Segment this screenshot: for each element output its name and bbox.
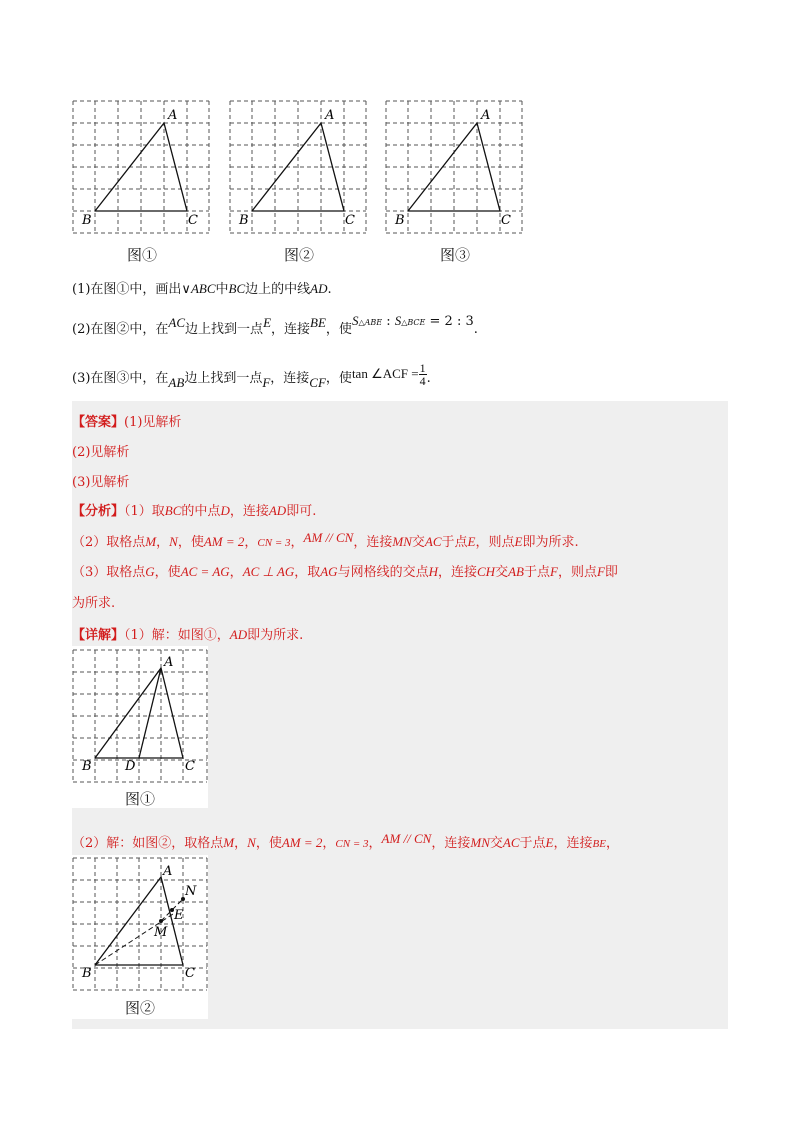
point-m [159, 919, 163, 923]
question-2 [72, 313, 478, 337]
detail-be: BE [592, 838, 606, 850]
q1-ad: AD [310, 281, 328, 296]
label-e: E [174, 908, 184, 923]
label-b: B [82, 213, 92, 228]
label-c: C [185, 759, 195, 774]
q2-formula [352, 314, 474, 329]
detail-am: AM = 2 [281, 835, 323, 850]
label-c: C [501, 213, 511, 228]
analysis-text: ，取 [294, 565, 321, 580]
analysis-g: G [145, 564, 155, 579]
label-a: A [163, 864, 173, 879]
detail-line-2 [72, 832, 619, 851]
analysis-f: F [549, 564, 558, 579]
analysis-text: 与网格线的交点 [337, 565, 429, 580]
analysis-f: F [596, 564, 605, 579]
analysis-e: E [467, 534, 476, 549]
figure-2-grid [229, 100, 367, 234]
label-d: D [125, 759, 136, 774]
detail-figure-2-caption: 图② [124, 999, 155, 1017]
label-n: N [185, 884, 197, 899]
analysis-text: 即为所求. [522, 535, 579, 550]
analysis-line-1 [72, 500, 316, 519]
analysis-text: ，使 [177, 535, 204, 550]
analysis-text: （3）取格点 [72, 565, 146, 580]
detail-m: M [223, 835, 235, 850]
q3-ab: AB [168, 375, 185, 390]
detail-figure-1-grid [72, 646, 208, 808]
detail-text: ， [234, 836, 248, 851]
label-b: B [239, 213, 249, 228]
analysis-text: 交 [495, 565, 509, 580]
answer-line-2: (2)见解析 [72, 445, 130, 460]
q1-end: . [327, 282, 332, 297]
answer-line-1 [72, 411, 181, 430]
analysis-line-2 [72, 531, 579, 550]
analysis-ch: CH [477, 564, 496, 579]
analysis-line-3 [72, 561, 618, 580]
analysis-text: 即 [604, 565, 618, 580]
analysis-text: ，连接 [437, 565, 477, 580]
answer-line-3: (3)见解析 [72, 475, 130, 490]
figure-1-grid [72, 100, 210, 234]
q2-colon: : [382, 314, 395, 329]
detail-mn: MN [470, 835, 490, 850]
label-a: A [164, 655, 174, 670]
answer-1: (1)见解析 [124, 415, 182, 430]
q2-text: 边上找到一点 [185, 322, 264, 337]
q2-s: S [394, 313, 402, 328]
detail-text: ， [368, 836, 382, 851]
question-1 [72, 278, 332, 297]
detail-parallel: AM // CN [381, 831, 432, 846]
analysis-n: N [169, 534, 178, 549]
analysis-ac: AC [424, 534, 442, 549]
detail-text: ， [605, 836, 619, 851]
label-a: A [481, 108, 491, 123]
detail-text: 即为所求. [247, 628, 304, 643]
detail-line-1 [72, 624, 303, 643]
label-a: A [325, 108, 335, 123]
analysis-text: 即可. [286, 504, 317, 519]
analysis-text: ， [290, 535, 304, 550]
analysis-mn: MN [392, 534, 412, 549]
q2-e: E [263, 315, 272, 330]
detail-text: ，连接 [553, 836, 593, 851]
detail-figure-1-caption: 图① [124, 790, 155, 808]
analysis-text: 于点 [441, 535, 468, 550]
analysis-text: 的中点 [181, 504, 221, 519]
analysis-ad: AD [268, 503, 287, 518]
label-m: M [154, 925, 168, 940]
analysis-am: AM = 2 [203, 534, 245, 549]
figure-1-top [72, 100, 210, 234]
q2-end: . [473, 322, 478, 337]
figure-2-caption: 图② [283, 246, 314, 264]
analysis-d: D [220, 503, 230, 518]
detail-text: ，使 [255, 836, 282, 851]
q2-be: BE [310, 315, 326, 330]
detail-text: （1）解：如图①， [124, 628, 230, 643]
analysis-h: H [428, 564, 438, 579]
q2-sub2: △BCE [401, 318, 426, 327]
detail-text: ，连接 [431, 836, 471, 851]
analysis-text: （2）取格点 [72, 535, 146, 550]
q2-text: ，使 [325, 322, 352, 337]
detail-ad: AD [229, 627, 248, 642]
q3-cf: CF [309, 375, 326, 390]
analysis-text: 交 [411, 535, 425, 550]
q2-ac: AC [168, 315, 186, 330]
analysis-e: E [514, 534, 523, 549]
analysis-text: ，则点 [475, 535, 515, 550]
label-c: C [345, 213, 355, 228]
q3-f: F [262, 375, 271, 390]
detail-figure-2 [72, 855, 208, 1019]
analysis-m: M [145, 534, 157, 549]
analysis-line-4: 为所求. [72, 596, 116, 611]
detail-n: N [247, 835, 256, 850]
detail-text: 交 [489, 836, 503, 851]
q1-text: (1)在图①中，画出 [72, 282, 182, 297]
detail-ac: AC [502, 835, 520, 850]
detail-text: ， [322, 836, 336, 851]
analysis-tag: 【分析】 [72, 504, 125, 519]
figure-3-top [385, 100, 523, 234]
q3-text: 边上找到一点 [184, 371, 263, 386]
q1-abc: ABC [190, 281, 216, 296]
analysis-text: ，连接 [229, 504, 269, 519]
q2-s: S [351, 313, 359, 328]
question-3 [72, 361, 431, 391]
label-a: A [168, 108, 178, 123]
detail-text: 于点 [519, 836, 546, 851]
q3-text: (3)在图③中，在 [72, 371, 169, 386]
label-c: C [188, 213, 198, 228]
q1-bc: BC [228, 281, 246, 296]
q3-fraction [419, 362, 427, 387]
q2-text: ，连接 [271, 322, 311, 337]
q1-text: 边上的中线 [245, 282, 311, 297]
analysis-ag: AG [320, 564, 338, 579]
analysis-cn: CN = 3 [257, 537, 291, 549]
analysis-text: ，则点 [557, 565, 597, 580]
q3-end: . [426, 371, 431, 386]
analysis-parallel: AM // CN [303, 530, 354, 545]
q3-text: ，使 [325, 371, 352, 386]
analysis-ab: AB [508, 564, 524, 579]
figure-1-caption: 图① [126, 246, 157, 264]
answer-tag: 【答案】 [72, 415, 125, 430]
figure-3-grid [385, 100, 523, 234]
analysis-ac-perp-ag: AC ⊥ AG [242, 564, 295, 579]
detail-cn: CN = 3 [335, 838, 369, 850]
label-b: B [82, 966, 92, 981]
q2-text: (2)在图②中，在 [72, 322, 169, 337]
analysis-text: 于点 [523, 565, 550, 580]
q3-tan: tan ∠ACF = [351, 366, 419, 381]
triangle-symbol: ∨ [181, 282, 191, 297]
analysis-text: ， [244, 535, 258, 550]
analysis-bc: BC [164, 503, 182, 518]
analysis-text: ， [229, 565, 243, 580]
analysis-text: ，使 [154, 565, 181, 580]
label-b: B [395, 213, 405, 228]
detail-tag: 【详解】 [72, 628, 125, 643]
q3-num: 1 [419, 361, 426, 375]
label-b: B [82, 759, 92, 774]
detail-text: （2）解：如图②，取格点 [72, 836, 224, 851]
q2-sub1: △ABE [358, 318, 383, 327]
analysis-text: （1）取 [124, 504, 165, 519]
analysis-text: ， [156, 535, 170, 550]
analysis-ac-eq-ag: AC = AG [180, 564, 230, 579]
label-c: C [185, 966, 195, 981]
detail-figure-2-grid [72, 855, 208, 1019]
detail-figure-1 [72, 646, 208, 808]
q3-den: 4 [419, 374, 426, 388]
figure-2-top [229, 100, 367, 234]
detail-e: E [545, 835, 554, 850]
q3-text: ，连接 [270, 371, 310, 386]
analysis-text: ，连接 [353, 535, 393, 550]
figure-3-caption: 图③ [439, 246, 470, 264]
q2-ratio: = 2 : 3 [425, 314, 474, 329]
q1-text: 中 [215, 282, 229, 297]
